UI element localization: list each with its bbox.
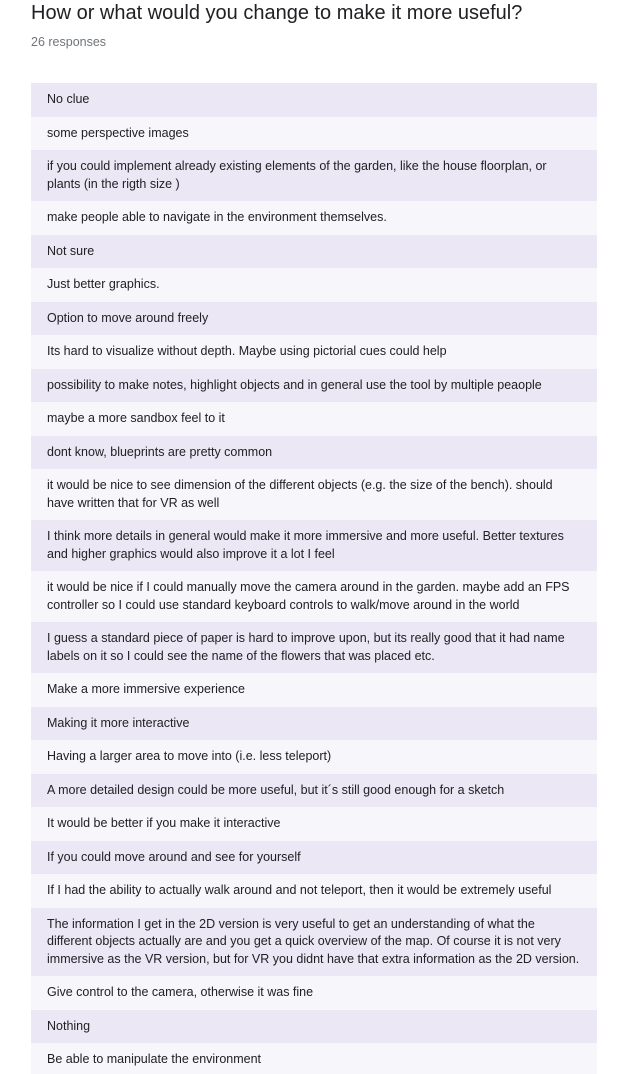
response-item: Just better graphics. — [31, 268, 597, 302]
response-item: No clue — [31, 83, 597, 117]
response-item: it would be nice if I could manually move the camera around in the garden. maybe add an FPS controller so I could use standard keyboard controls to walk/move around in the world — [31, 571, 597, 622]
response-item: some perspective images — [31, 117, 597, 151]
response-item: A more detailed design could be more useful, but it´s still good enough for a sketch — [31, 774, 597, 808]
response-item: maybe a more sandbox feel to it — [31, 402, 597, 436]
response-item: Give control to the camera, otherwise it was fine — [31, 976, 597, 1010]
response-item: If I had the ability to actually walk around and not teleport, then it would be extremely useful — [31, 874, 597, 908]
response-item: it would be nice to see dimension of the different objects (e.g. the size of the bench). should have written that for VR as well — [31, 469, 597, 520]
response-item: Making it more interactive — [31, 707, 597, 741]
response-item: Nothing — [31, 1010, 597, 1044]
response-item: If you could move around and see for yourself — [31, 841, 597, 875]
response-item: dont know, blueprints are pretty common — [31, 436, 597, 470]
response-item: I guess a standard piece of paper is hard to improve upon, but its really good that it had name labels on it so I could see the name of the flowers that was placed etc. — [31, 622, 597, 673]
response-item: It would be better if you make it interactive — [31, 807, 597, 841]
question-title: How or what would you change to make it more useful? — [31, 2, 523, 24]
response-item: Be able to manipulate the environment — [31, 1043, 597, 1074]
response-item: Its hard to visualize without depth. Maybe using pictorial cues could help — [31, 335, 597, 369]
response-list — [31, 83, 597, 1074]
response-item: if you could implement already existing elements of the garden, like the house floorplan, or plants (in the rigth size ) — [31, 150, 597, 201]
response-item: Make a more immersive experience — [31, 673, 597, 707]
response-item: The information I get in the 2D version is very useful to get an understanding of what the different objects actually are and you get a quick overview of the map. Of course it is not very immersive as the VR version, but for VR you didnt have that extra information as the 2D version. — [31, 908, 597, 977]
response-item: I think more details in general would make it more immersive and more useful. Better textures and higher graphics would also improve it a lot I feel — [31, 520, 597, 571]
response-item: make people able to navigate in the environment themselves. — [31, 201, 597, 235]
response-item: possibility to make notes, highlight objects and in general use the tool by multiple peaople — [31, 369, 597, 403]
response-item: Not sure — [31, 235, 597, 269]
response-count: 26 responses — [31, 35, 107, 49]
response-item: Option to move around freely — [31, 302, 597, 336]
response-item: Having a larger area to move into (i.e. less teleport) — [31, 740, 597, 774]
